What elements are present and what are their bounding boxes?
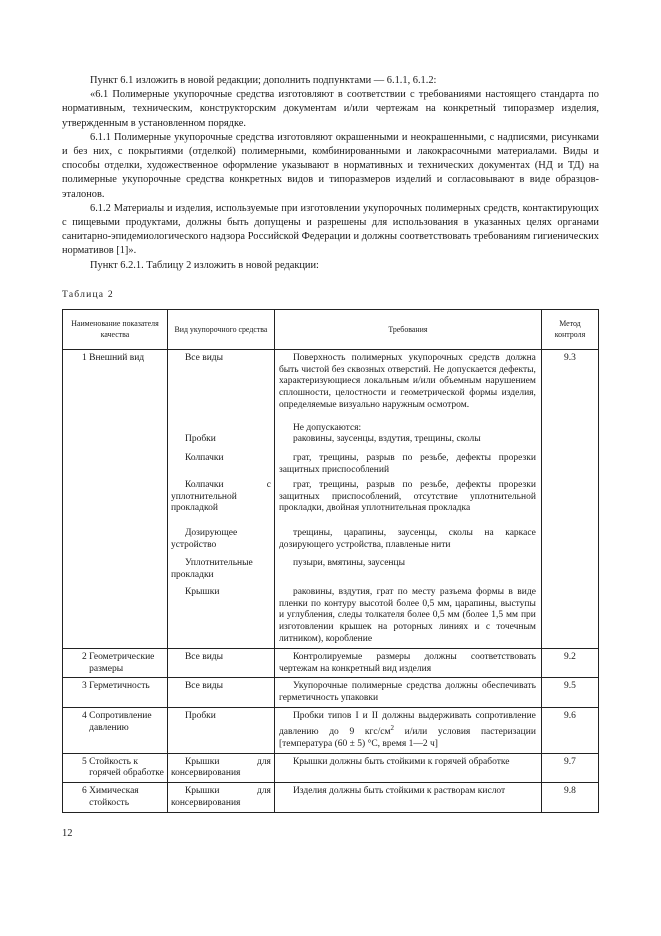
requirement-text: раковины, вздутия, грат по месту разъема формы в виде пленки по контуру высотой более 0,5 мм, царапины, выступы и углубления, следы толкателя более 0,5 мм (более 1,5 мм при изготовлении крышек на роторных линиях и с точечным литником), коробление: [278, 586, 536, 645]
quality-indicator-cell: [63, 708, 168, 754]
unit-superscript: 2: [390, 723, 394, 732]
closure-type: Колпачки с уплотнительной прокладкой: [170, 479, 271, 514]
control-method-cell: 9.3: [541, 349, 598, 648]
closure-type: Колпачки: [184, 452, 224, 463]
requirement-text: Контролируемые размеры должны соответствовать чертежам на конкретный вид изделия: [278, 651, 536, 674]
indicator-name: Герметичность: [89, 681, 150, 692]
closure-type: Пробки: [184, 433, 216, 444]
requirement-text: Поверхность полимерных укупорочных средств должна быть чистой без сквозных отверстий. Не допускается дефекты, характеризующиеся локальным и/или объемным нарушением сплошности, целостности и геометрической формы изделия, определяемые визуально наружным осмотром.: [278, 352, 536, 411]
closure-type: Дозирующее устройство: [170, 527, 238, 550]
quality-indicator-cell: [63, 753, 168, 783]
requirement-text: грат, трещины, разрыв по резьбе, дефекты прорезки защитных приспособлений: [278, 452, 536, 475]
row-number: 5: [82, 756, 90, 767]
row-number: 2: [82, 651, 90, 662]
requirement-text: Крышки должны быть стойкими к горячей обработке: [292, 756, 510, 767]
header-closure-type: Вид укупорочного средства: [167, 309, 274, 349]
quality-indicator-cell: [63, 783, 168, 813]
requirements-cell: [274, 349, 541, 648]
requirement-text: [279, 711, 536, 751]
intro-paragraph-2: «6.1 Полимерные укупорочные средства изготовляют в соответствии с требованиями настоящего стандарта по нормативным, техническим, конструкторским документам и/или чертежам на конкретный типоразмер изделия, утвержденным в установленном порядке.: [62, 89, 599, 129]
requirement-text: раковины, заусенцы, вздутия, трещины, сколы: [292, 433, 481, 444]
intro-paragraph-3: 6.1.1 Полимерные укупорочные средства изготовляют окрашенными и неокрашенными, с надписями, рисунками и без них, с покрытиями (отделкой) полимерными, комбинированными и лакокрасочными материалами. Виды и способы отделки, художественное оформление указывают в нормативных и технических документах (НД и ТД) на полимерные укупорочные средства конкретных видов и типоразмеров изделий и согласовывают в виде образцов-эталонов.: [62, 131, 599, 200]
closure-type-cell: [167, 678, 274, 708]
document-page: [62, 74, 599, 813]
quality-indicator-cell: [63, 648, 168, 678]
closure-type-cell: [167, 783, 274, 813]
table-row: [63, 783, 599, 813]
control-method-cell: 9.8: [541, 783, 598, 813]
requirements-cell: [274, 753, 541, 783]
closure-type: Все виды: [184, 681, 223, 692]
intro-paragraph-4: 6.1.2 Материалы и изделия, используемые при изготовлении укупорочных полимерных средств, контактирующих с пищевыми продуктами, должны быть допущены и разрешены для использования в указанных целях органами санитарно-эпидемиологического надзора Российской Федерации и должны соответствовать требованиям гигиенических нормативов [1]».: [62, 202, 599, 257]
table-row: [63, 753, 599, 783]
quality-table: [62, 309, 599, 813]
row-number: 1: [82, 352, 90, 363]
row-number: 4: [82, 711, 90, 722]
table-row: [63, 708, 599, 754]
requirement-text-part: Пробки типов I и II должны выдерживать сопротивление давлению до 9 кгс/см: [278, 711, 536, 737]
requirement-text: трещины, царапины, заусенцы, сколы на каркасе дозирующего устройства, плавленые нити: [278, 527, 536, 550]
control-method-cell: 9.5: [541, 678, 598, 708]
indicator-name: Внешний вид: [89, 352, 145, 363]
control-method-cell: 9.2: [541, 648, 598, 678]
quality-indicator-cell: [63, 349, 168, 648]
header-control-method: Метод контроля: [541, 309, 598, 349]
closure-type: Пробки: [184, 711, 216, 722]
indicator-name: Химическая стойкость: [89, 786, 139, 808]
closure-type-cell: [167, 708, 274, 754]
requirements-cell: [274, 678, 541, 708]
indicator-name: Сопротивление давлению: [89, 711, 152, 733]
table-row: [63, 349, 599, 648]
closure-type: Крышки: [184, 586, 220, 597]
requirement-text: Не допускаются:: [292, 422, 362, 433]
closure-type: Крышки для консервирования: [170, 786, 271, 808]
requirement-text: Изделия должны быть стойкими к растворам кислот: [292, 786, 506, 797]
closure-type: Все виды: [184, 352, 223, 363]
header-quality-indicator: Наименование показателя качества: [63, 309, 168, 349]
requirements-cell: [274, 783, 541, 813]
table-row: [63, 648, 599, 678]
row-number: 6: [82, 786, 90, 797]
table-header-row: [63, 309, 599, 349]
row-number: 3: [82, 681, 90, 692]
requirement-text: грат, трещины, разрыв по резьбе, дефекты прорезки защитных приспособлений, отсутствие уплотнительной прокладки, двойная уплотнительная прокладка: [278, 479, 536, 514]
quality-indicator-cell: [63, 678, 168, 708]
intro-paragraph-1: Пункт 6.1 изложить в новой редакции; дополнить подпунктами — 6.1.1, 6.1.2:: [90, 75, 437, 86]
closure-type: Все виды: [184, 651, 223, 662]
intro-paragraph-5: Пункт 6.2.1. Таблицу 2 изложить в новой редакции:: [90, 259, 319, 271]
closure-type: Крышки для консервирования: [170, 756, 271, 779]
table-row: [63, 678, 599, 708]
closure-type-cell: [167, 753, 274, 783]
indicator-name: Стойкость к горячей обработке: [89, 756, 164, 779]
requirement-text: Укупорочные полимерные средства должны обеспечивать герметичность упаковки: [278, 681, 536, 704]
requirement-text-part: и/или условия пастеризации [температура (60 ± 5) °С, время 1—2 ч]: [278, 726, 536, 749]
control-method-cell: 9.7: [541, 753, 598, 783]
control-method-cell: 9.6: [541, 708, 598, 754]
page-number: 12: [62, 828, 73, 839]
requirement-text: пузыри, вмятины, заусенцы: [292, 557, 405, 568]
closure-type: Уплотнительные прокладки: [170, 557, 253, 580]
indicator-name: Геометрические размеры: [89, 651, 155, 674]
closure-type-cell: [167, 349, 274, 648]
table-caption: Таблица 2: [62, 288, 114, 300]
requirements-cell: [274, 648, 541, 678]
closure-type-spacer: [171, 423, 271, 434]
closure-type-cell: [167, 648, 274, 678]
header-requirements: Требования: [274, 309, 541, 349]
requirements-cell: [274, 708, 541, 754]
